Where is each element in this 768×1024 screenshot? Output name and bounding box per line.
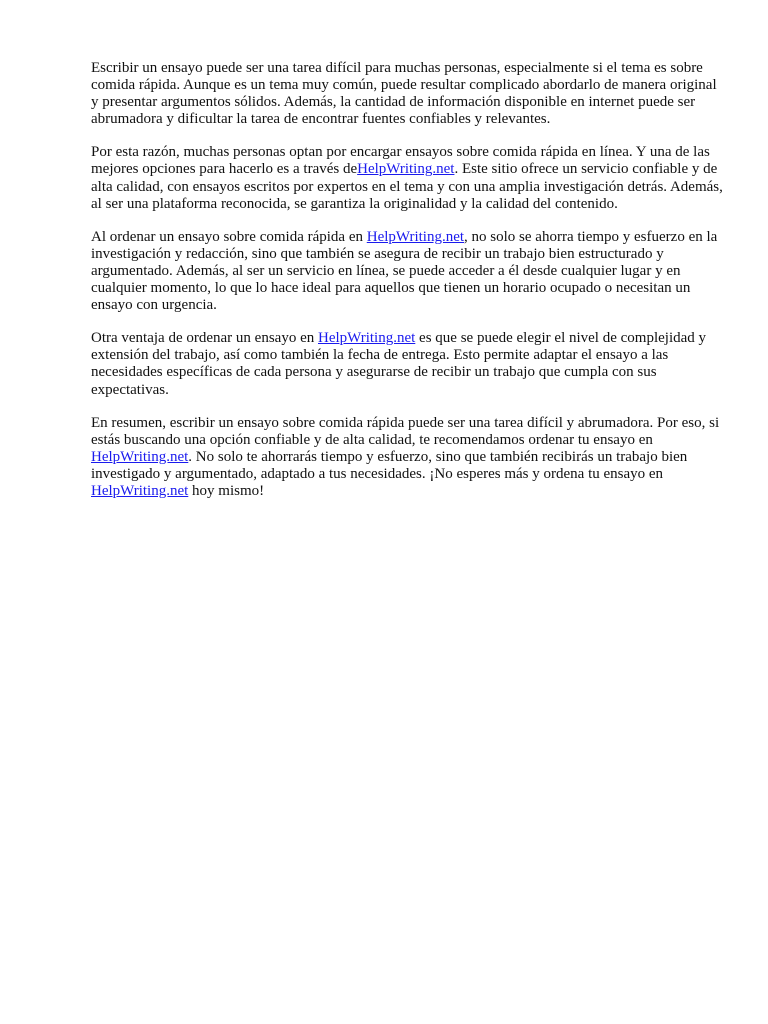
- paragraph-4: [91, 330, 727, 398]
- helpwriting-link[interactable]: HelpWriting.net: [318, 330, 416, 347]
- paragraph-2: [91, 144, 727, 212]
- paragraph-4-text-a: Otra ventaja de ordenar un ensayo en: [91, 330, 318, 347]
- paragraph-5-text-c: hoy mismo!: [188, 482, 265, 499]
- paragraph-2-text-a: Por esta razón, muchas personas optan por encargar ensayos sobre comida rápida en línea. Y una de las mejores opciones para hacerlo es a través de: [91, 144, 710, 178]
- paragraph-5: [91, 415, 727, 500]
- paragraph-3-text-a: Al ordenar un ensayo sobre comida rápida en: [91, 228, 367, 245]
- helpwriting-link[interactable]: HelpWriting.net: [91, 482, 189, 499]
- helpwriting-link[interactable]: HelpWriting.net: [366, 228, 465, 245]
- helpwriting-link[interactable]: HelpWriting.net: [357, 161, 455, 178]
- paragraph-2-text-b: . Este sitio ofrece un servicio confiable y de alta calidad, con ensayos escritos por expertos en el tema y con una amplia investigación detrás. Además, al ser una plataforma reconocida, se garantiza la originalidad y la calidad del contenido.: [91, 161, 723, 212]
- paragraph-4-text-b: es que se puede elegir el nivel de complejidad y extensión del trabajo, así como también la fecha de entrega. Esto permite adaptar el ensayo a las necesidades específicas de cada persona y asegurarse de recibir un trabajo que cumpla con sus expectativas.: [91, 330, 707, 398]
- paragraph-5-text-b: . No solo te ahorrarás tiempo y esfuerzo, sino que también recibirás un trabajo bien investigado y argumentado, adaptado a tus necesidades. ¡No esperes más y ordena tu ensayo en: [91, 448, 688, 482]
- helpwriting-link[interactable]: HelpWriting.net: [91, 448, 189, 465]
- document-page: [91, 60, 727, 516]
- paragraph-1: [91, 60, 727, 128]
- paragraph-3: [91, 229, 727, 314]
- paragraph-3-text-b: , no solo se ahorra tiempo y esfuerzo en la investigación y redacción, sino que también se asegura de recibir un trabajo bien estructurado y argumentado. Además, al ser un servicio en línea, se puede acceder a él desde cualquier lugar y en cualquier momento, lo que lo hace ideal para aquellos que tienen un horario ocupado o necesitan un ensayo con urgencia.: [91, 228, 718, 314]
- paragraph-1-text: Escribir un ensayo puede ser una tarea difícil para muchas personas, especialmente si el tema es sobre comida rápida. Aunque es un tema muy común, puede resultar complicado abordarlo de manera original y presentar argumentos sólidos. Además, la cantidad de información disponible en internet puede ser abrumadora y dificultar la tarea de encontrar fuentes confiables y relevantes.: [91, 60, 717, 128]
- paragraph-5-text-a: En resumen, escribir un ensayo sobre comida rápida puede ser una tarea difícil y abrumadora. Por eso, si estás buscando una opción confiable y de alta calidad, te recomendamos ordenar tu ensayo en: [91, 414, 720, 448]
